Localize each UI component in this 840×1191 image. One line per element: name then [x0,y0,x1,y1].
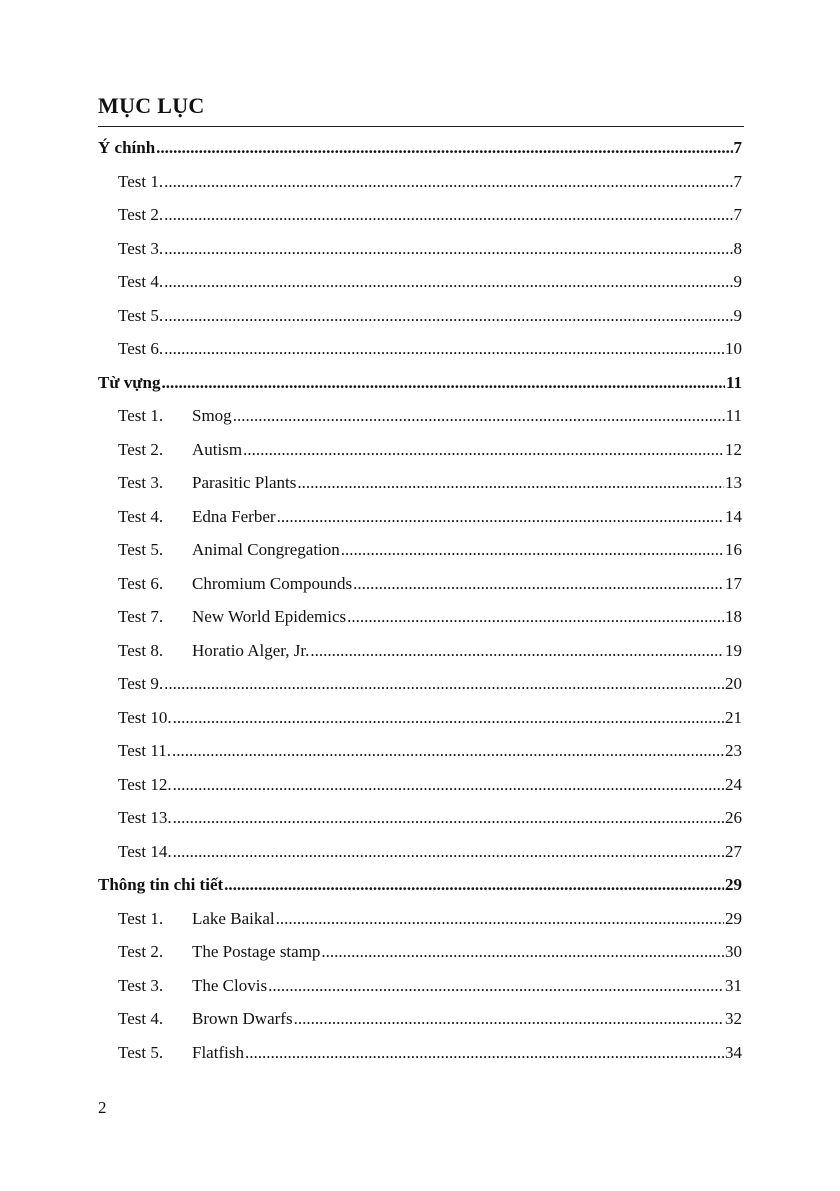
dot-leader [268,969,724,1003]
dot-leader [173,768,724,802]
toc-entry[interactable] [98,902,742,936]
toc-section-title: Ý chính [98,138,156,157]
toc-entry-number: Test 10. [118,707,172,727]
toc-page-number: 16 [725,540,742,559]
toc-entry-number: Test 14. [118,841,172,861]
toc-entry[interactable] [98,969,742,1003]
toc-entry[interactable] [98,1036,742,1070]
toc-entry-number: Test 3. [118,473,164,492]
toc-entry[interactable] [98,567,742,601]
toc-entry-title: Lake Baikal [192,908,275,928]
dot-leader [173,801,724,835]
toc-entry-number: Test 13. [118,808,172,827]
dot-leader [164,299,732,333]
toc-entry-title: Flatfish [192,1042,244,1062]
dot-leader [173,701,724,735]
toc-entry-number: Test 2. [118,205,164,224]
dot-leader [164,332,724,366]
dot-leader [347,600,724,634]
toc-entry-number: Test 2. [118,439,164,459]
title-divider [98,126,744,127]
toc-entry[interactable] [98,801,742,835]
toc-page-number: 26 [725,808,742,827]
toc-entry-number: Test 3. [118,238,164,258]
toc-entry-title: Horatio Alger, Jr. [192,640,310,660]
toc-page-number: 14 [725,506,742,526]
toc-entry-title: Brown Dwarfs [192,1009,293,1028]
toc-entry[interactable] [98,533,742,567]
toc-page-number: 19 [725,640,742,660]
toc-entry[interactable] [98,701,742,735]
toc-entry-number: Test 3. [118,975,164,995]
toc-entry[interactable] [98,734,742,768]
dot-leader [276,902,724,936]
toc-page-number: 17 [725,573,742,593]
toc-entry-number: Test 4. [118,506,164,526]
toc-entry-number: Test 5. [118,305,164,325]
toc-entry[interactable] [98,265,742,299]
dot-leader [173,835,724,869]
toc-entry[interactable] [98,835,742,869]
toc-page-number: 29 [725,875,742,894]
toc-page-number: 32 [725,1009,742,1028]
toc-entry[interactable] [98,466,742,500]
toc-page-number: 21 [725,707,742,727]
toc-entry[interactable] [98,935,742,969]
toc-section-heading[interactable] [98,366,742,400]
toc-entry[interactable] [98,332,742,366]
toc-page-number: 27 [725,841,742,861]
dot-leader [245,1036,724,1070]
dot-leader [164,198,732,232]
dot-leader [161,366,724,400]
toc-entry-title: Parasitic Plants [192,473,297,492]
dot-leader [172,734,724,768]
toc-page-number: 7 [733,138,742,157]
dot-leader [297,466,724,500]
toc-entry-number: Test 5. [118,1042,164,1062]
toc-section-heading[interactable] [98,868,742,902]
toc-entry[interactable] [98,198,742,232]
toc-section-title: Thông tin chi tiết [98,875,224,894]
dot-leader [277,500,724,534]
toc-entry-number: Test 6. [118,573,164,593]
dot-leader [233,399,725,433]
toc-entry-number: Test 9. [118,674,164,693]
dot-leader [156,131,732,165]
toc-page-number: 29 [725,908,742,928]
toc-entry-number: Test 1. [118,171,164,191]
toc-entry[interactable] [98,299,742,333]
toc-entry[interactable] [98,667,742,701]
dot-leader [243,433,724,467]
toc-entry[interactable] [98,500,742,534]
page-title: MỤC LỤC [98,93,205,118]
toc-page-number: 23 [725,741,742,760]
dot-leader [294,1002,724,1036]
toc-entry-number: Test 4. [118,1009,164,1028]
toc-page-number: 9 [733,305,742,325]
toc-entry-number: Test 7. [118,607,164,626]
toc-page-number: 31 [725,975,742,995]
toc-entry-title: The Postage stamp [192,942,321,961]
dot-leader [353,567,724,601]
toc-page-number: 7 [733,171,742,191]
dot-leader [164,667,724,701]
toc-page-number: 11 [725,372,742,392]
toc-entry-title: Chromium Compounds [192,573,353,593]
toc-entry-number: Test 1. [118,908,164,928]
toc-entry-title: New World Epidemics [192,607,347,626]
toc-entry[interactable] [98,433,742,467]
toc-page-number: 34 [725,1042,742,1062]
toc-page-number: 12 [725,439,742,459]
toc-entry[interactable] [98,399,742,433]
toc-entry[interactable] [98,634,742,668]
toc-entry[interactable] [98,232,742,266]
toc-entry-title: The Clovis [192,975,268,995]
dot-leader [224,868,724,902]
toc-entry-number: Test 6. [118,339,164,358]
toc-page-number: 8 [733,238,742,258]
dot-leader [321,935,724,969]
toc-page-number: 24 [725,774,742,794]
toc-entry-number: Test 8. [118,640,164,660]
toc-entry-title: Autism [192,439,243,459]
toc-entry-number: Test 11. [118,741,171,760]
toc-page-number: 30 [725,942,742,961]
toc-page-number: 9 [733,272,742,291]
dot-leader [310,634,724,668]
toc-entry-number: Test 4. [118,272,164,291]
toc-section-title: Từ vựng [98,372,161,392]
toc-page-number: 13 [725,473,742,492]
toc-page-number: 18 [725,607,742,626]
toc-page-number: 20 [725,674,742,693]
toc-entry[interactable] [98,600,742,634]
toc-entry-number: Test 5. [118,540,164,559]
toc-entry-number: Test 2. [118,942,164,961]
toc-entry-number: Test 1. [118,406,164,425]
toc-entry-title: Edna Ferber [192,506,276,526]
toc-entry[interactable] [98,768,742,802]
page-number: 2 [98,1098,107,1117]
dot-leader [164,165,732,199]
toc-entry-title: Animal Congregation [192,540,340,559]
toc-page-number: 7 [733,205,742,224]
table-of-contents [98,131,742,1069]
dot-leader [164,265,732,299]
toc-entry[interactable] [98,165,742,199]
toc-page-number: 10 [725,339,742,358]
toc-entry[interactable] [98,1002,742,1036]
dot-leader [164,232,732,266]
dot-leader [341,533,724,567]
toc-section-heading[interactable] [98,131,742,165]
toc-page-number: 11 [725,406,742,425]
toc-entry-number: Test 12. [118,774,172,794]
toc-entry-title: Smog [192,406,232,425]
